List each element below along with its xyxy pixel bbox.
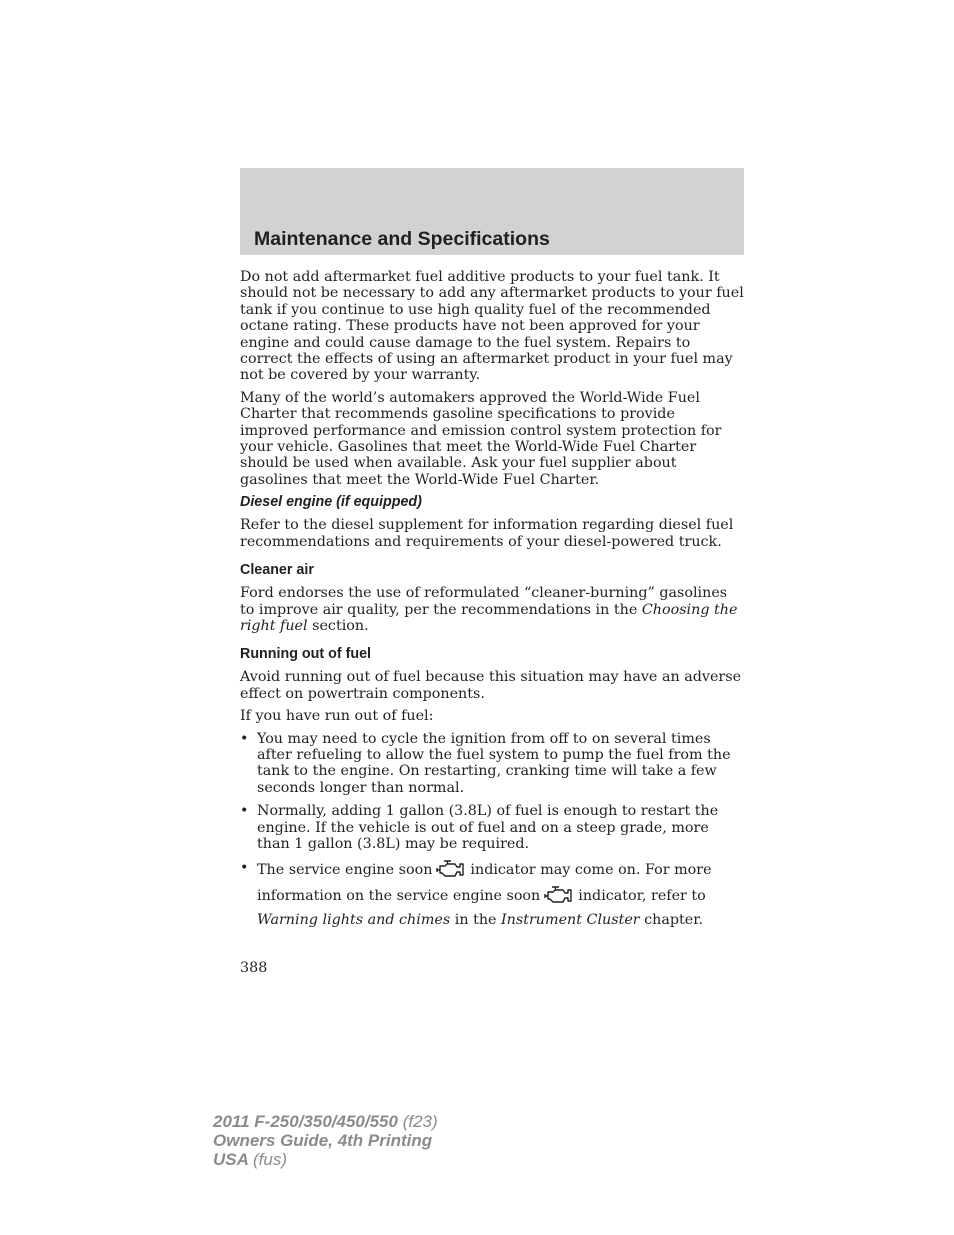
footer-line-market [213,1150,438,1169]
heading-running-out-of-fuel: Running out of fuel [240,646,372,663]
section-title: Maintenance and Specifications [254,228,550,250]
engine-icon [436,859,466,885]
bullet-text: in the [450,912,502,929]
bullet-mark: • [240,730,249,747]
cleaner-air-text-end: section. [307,617,369,634]
bullet-text: You may need to cycle the ignition from off to on several times after refueling to allow the fuel system to pump the fuel from the tank to the engine. On restarting, cranking time will take a few seconds longer than normal. [257,730,731,796]
bullet-list [240,731,744,931]
link-instrument-cluster: Instrument Cluster [501,912,640,929]
footer-market: USA [213,1150,249,1169]
list-item [240,803,744,852]
footer-line-guide: Owners Guide, 4th Printing [213,1131,433,1150]
link-warning-lights: Warning lights and chimes [257,912,451,929]
paragraph-additives: Do not add aftermarket fuel additive products to your fuel tank. It should not be necessary to add any aftermarket products to your fuel tank if you continue to use high quality fuel of the recommended octane rating. These products have not been approved for your engine and could cause damage to the fuel system. Repairs to correct the effects of using an aftermarket product in your fuel may not be covered by your warranty. [240,269,744,384]
footer-market-code: (fus) [253,1150,287,1169]
bullet-text: indicator may come on. For more information on the service engine soon [257,862,712,905]
paragraph-cleaner-air [240,585,744,634]
page-number: 388 [240,960,268,976]
bullet-mark: • [240,860,249,877]
paragraph-diesel: Refer to the diesel supplement for information regarding diesel fuel recommendations and requirements of your diesel-powered truck. [240,517,734,550]
paragraph-if-run-out: If you have run out of fuel: [240,708,434,725]
link-choosing-right-fuel: Choosing the right fuel [240,601,738,634]
paragraph-fuel-charter: Many of the world’s automakers approved the World-Wide Fuel Charter that recommends gasoline specifications to provide improved performance and emission control system protection for your vehicle. Gasolines that meet the World-Wide Fuel Charter should be used when available. Ask your fuel supplier about gasolines that meet the World-Wide Fuel Charter. [240,389,722,488]
engine-icon [544,885,574,911]
bullet-text: The service engine soon [257,862,433,879]
footer-line-model [213,1112,438,1131]
footer-model: 2011 F-250/350/450/550 [213,1112,398,1131]
list-item [240,859,744,930]
bullet-mark: • [240,803,249,820]
page-content [240,269,744,937]
bullet-text: chapter. [639,912,704,929]
paragraph-running-out: Avoid running out of fuel because this situation may have an adverse effect on powertrain components. [240,669,742,702]
bullet-text: indicator, refer to [578,888,706,905]
cleaner-air-text: Ford endorses the use of reformulated “cleaner-burning” gasolines to improve air quality, per the recommendations in the [240,585,728,618]
list-item [240,731,744,797]
section-header [240,168,744,255]
bullet-text: Normally, adding 1 gallon (3.8L) of fuel is enough to restart the engine. If the vehicle is out of fuel and on a steep grade, more than 1 gallon (3.8L) may be required. [257,803,719,852]
footer-imprint [213,1112,438,1169]
heading-cleaner-air: Cleaner air [240,562,314,579]
footer-model-code: (f23) [402,1112,438,1131]
heading-diesel-engine: Diesel engine (if equipped) [240,494,422,511]
